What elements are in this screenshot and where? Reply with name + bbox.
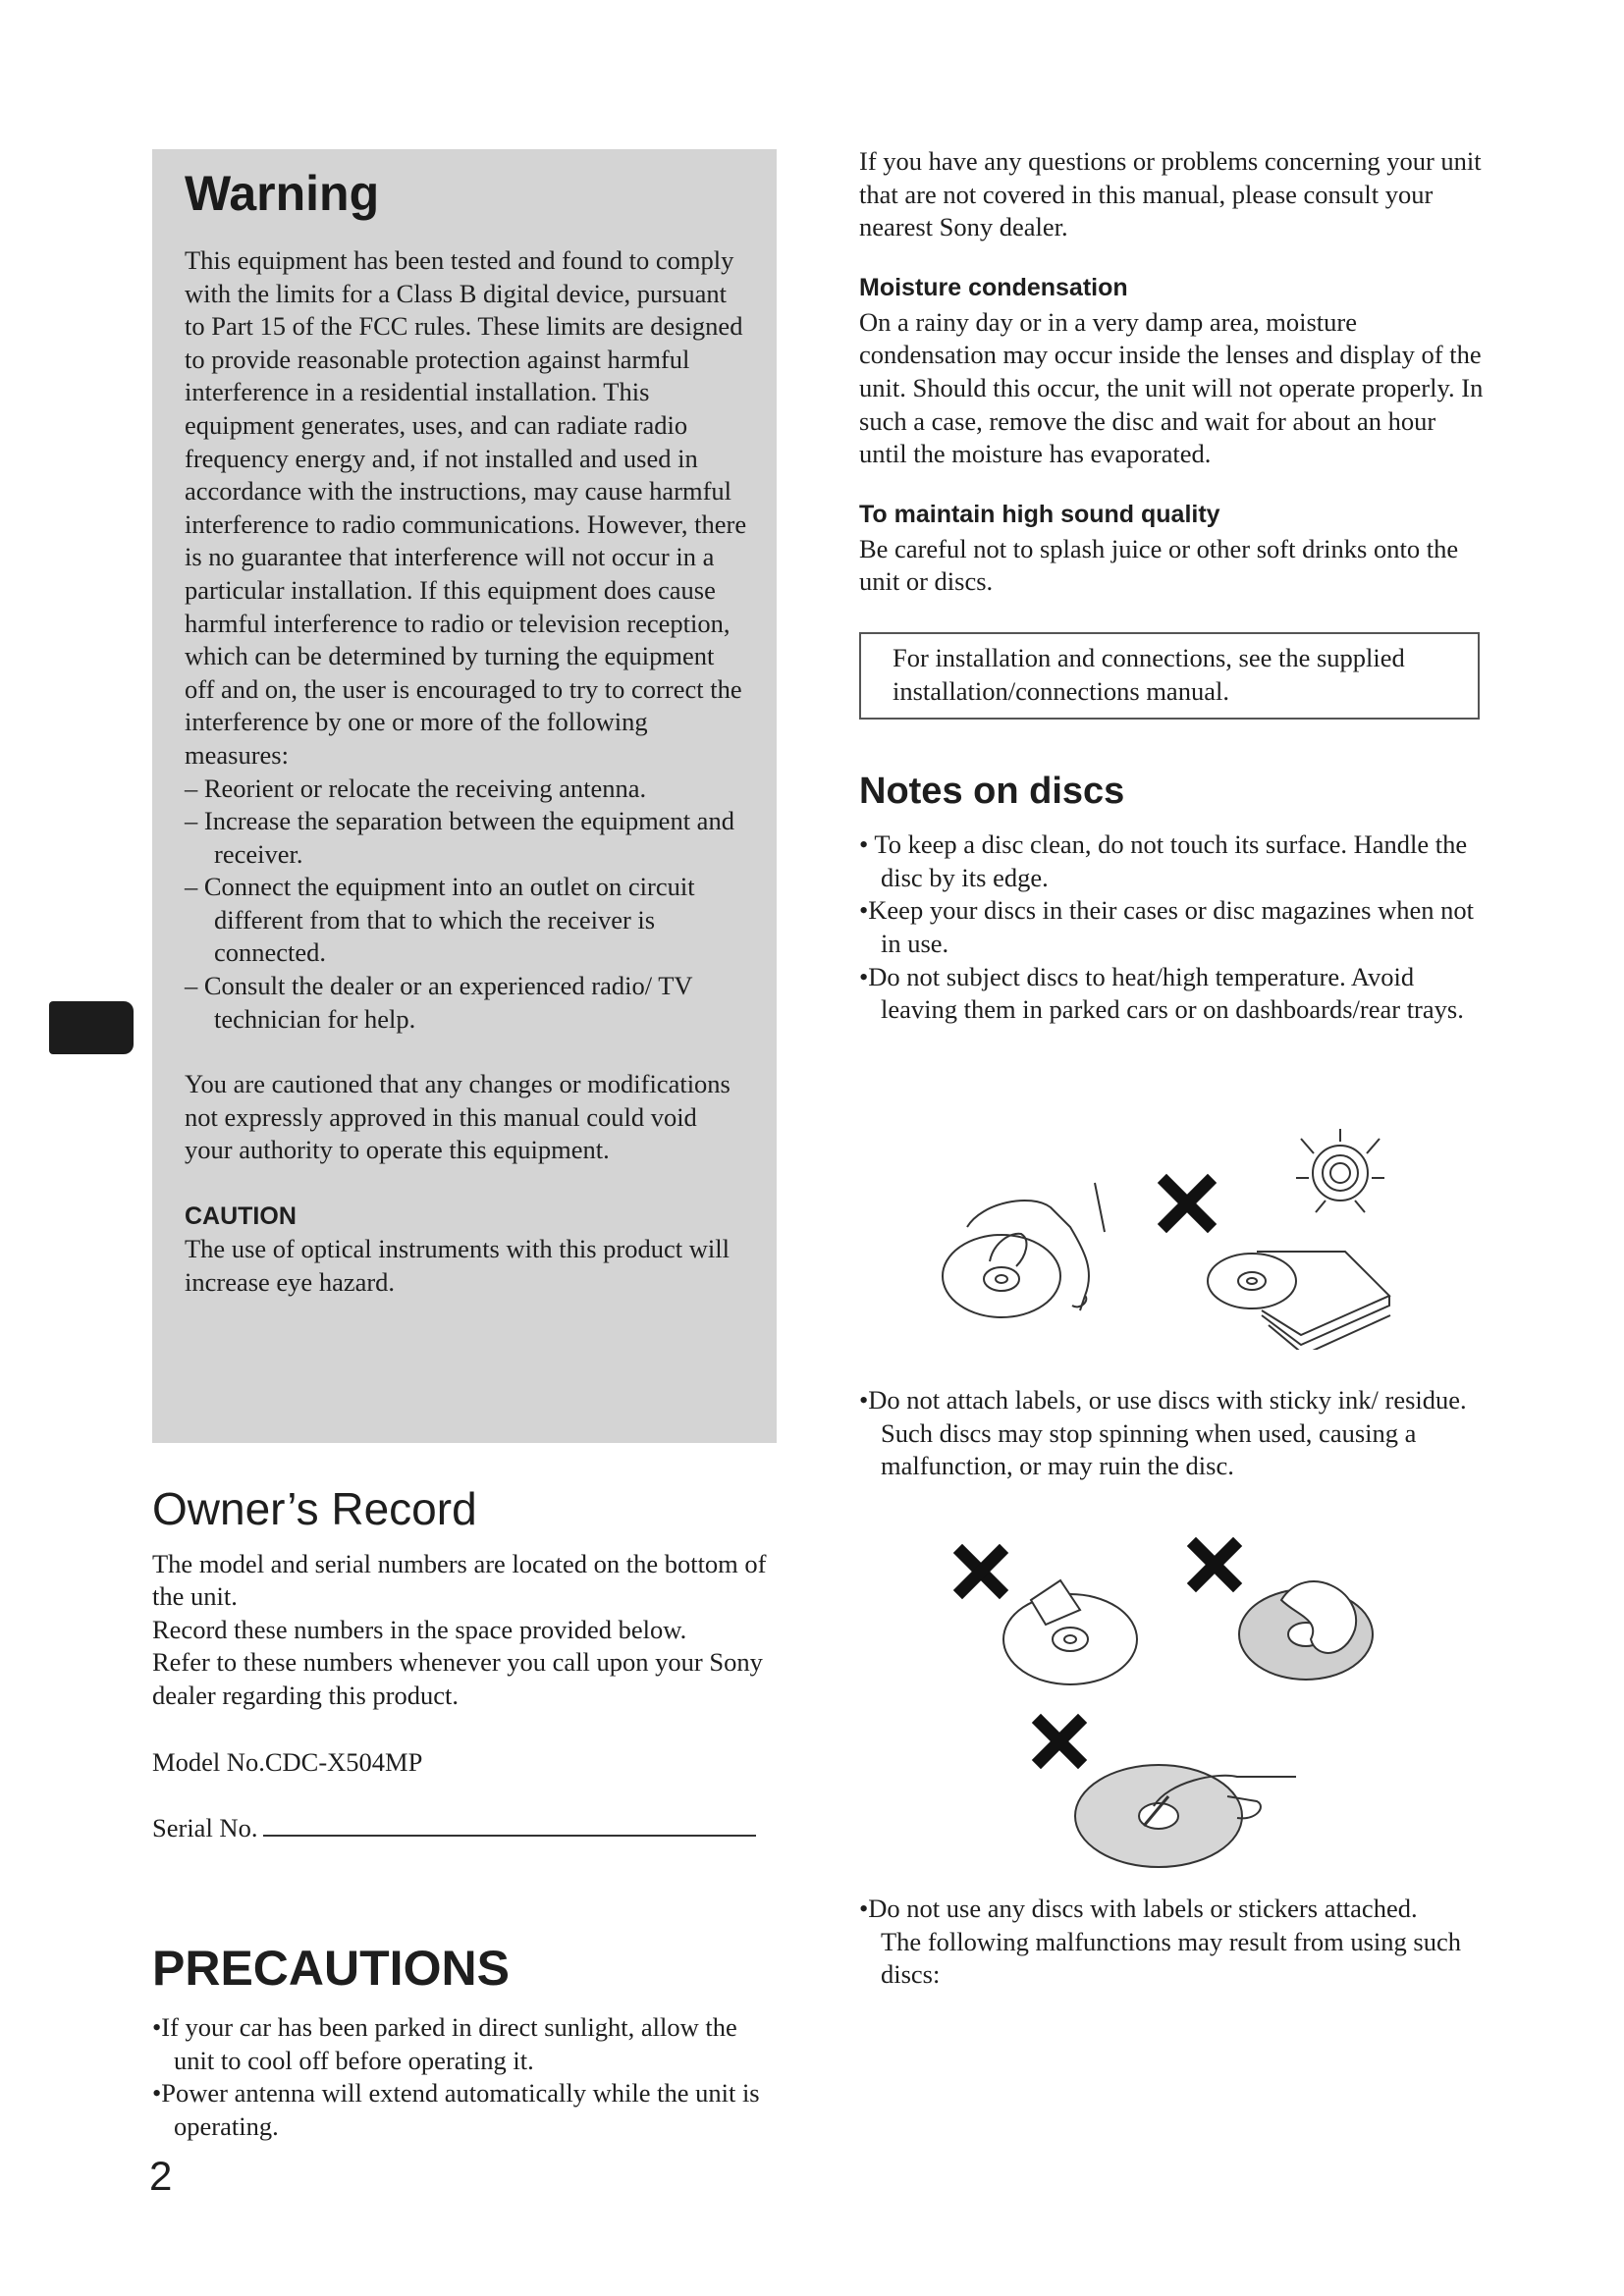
list-item: •Do not attach labels, or use discs with sticky ink/ residue. Such discs may stop spinning when used, causing a malfunction, or may ruin the disc. [859, 1385, 1467, 1481]
caution-text: The use of optical instruments with this product will increase eye hazard. [185, 1234, 730, 1297]
warning-title: Warning [185, 166, 380, 221]
model-number: Model No.CDC-X504MP [152, 1746, 423, 1777]
serial-number-row [152, 1812, 781, 1845]
owners-record-line: Record these numbers in the space provided below. [152, 1614, 687, 1644]
interference-measures-list [185, 773, 747, 1037]
disc-notes-list [859, 1893, 1488, 1926]
hand-icon [967, 1201, 1089, 1310]
labeled-discs-illustration [933, 1531, 1394, 1885]
warning-paragraph: This equipment has been tested and found to comply with the limits for a Class B digital device, pursuant to Part 15 of the FCC rules. These limits are designed to provide reasonable protection against harmful interference in a residential installation. This equipment generates, uses, and can radiate radio frequency energy and, if not installed and used in accordance with the instructions, may cause harmful interference to radio communications. However, there is no guarantee that interference will not occur in a particular installation. If this equipment does cause harmful interference to radio or television reception, which can be determined by turning the equipment off and on, the user is encouraged to try to correct the interference by one or more of the following measures: [185, 245, 747, 770]
list-item: •Do not subject discs to heat/high temperature. Avoid leaving them in parked cars or on dashboards/rear trays. [859, 961, 1464, 1025]
label-sticker-icon [1031, 1580, 1080, 1625]
list-item: •Do not use any discs with labels or stickers attached. [859, 1894, 1418, 1923]
labels-stickers-note [859, 1893, 1488, 1992]
owners-record-title: Owner’s Record [152, 1483, 477, 1534]
malfunction-intro: The following malfunctions may result from using such discs: [881, 1926, 1461, 1990]
serial-label: Serial No. [152, 1813, 258, 1843]
owners-record-section [152, 1484, 781, 1845]
list-item: •Power antenna will extend automatically while the unit is operating. [152, 2078, 760, 2141]
owners-record-line: Refer to these numbers whenever you call upon your Sony dealer regarding this product. [152, 1647, 763, 1710]
list-item: •Keep your discs in their cases or disc magazines when not in use. [859, 895, 1474, 958]
intro-text: If you have any questions or problems concerning your unit that are not covered in this manual, please consult your nearest Sony dealer. [859, 146, 1482, 242]
moisture-heading: Moisture condensation [859, 273, 1128, 301]
disc-icon [1208, 1254, 1296, 1308]
disc-notes-list [859, 828, 1488, 1027]
cross-icon [1196, 1546, 1233, 1583]
caution-heading: CAUTION [185, 1202, 297, 1231]
section-tab-marker [49, 1001, 134, 1054]
sound-quality-heading: To maintain high sound quality [859, 500, 1220, 528]
list-item: – Connect the equipment into an outlet on circuit different from that to which the receiver is connected. [185, 872, 695, 968]
cross-icon [1041, 1723, 1078, 1760]
owners-record-line: The model and serial numbers are located on the bottom of the unit. [152, 1548, 767, 1612]
list-item: – Reorient or relocate the receiving antenna. [185, 773, 647, 803]
list-item: • To keep a disc clean, do not touch its surface. Handle the disc by its edge. [859, 829, 1468, 892]
notes-on-discs-title: Notes on discs [859, 771, 1125, 813]
list-item: – Increase the separation between the equipment and receiver. [185, 806, 734, 869]
disc-handling-illustration [923, 1124, 1434, 1350]
installation-note-box [859, 632, 1480, 720]
sound-quality-text: Be careful not to splash juice or other soft drinks onto the unit or discs. [859, 533, 1459, 597]
list-item: •If your car has been parked in direct sunlight, allow the unit to cool off before operating it. [152, 2012, 737, 2075]
list-item: – Consult the dealer or an experienced radio/ TV technician for help. [185, 971, 693, 1034]
disc-case-icon [1257, 1252, 1389, 1335]
right-column [859, 145, 1488, 1027]
moisture-text: On a rainy day or in a very damp area, moisture condensation may occur inside the lenses and display of the unit. Should this occur, the unit will not operate properly. In such a case, remove the disc and wait for about an hour until the moisture has evaporated. [859, 306, 1484, 469]
precautions-list [152, 2011, 781, 2143]
installation-note: For installation and connections, see the supplied installation/connections manual. [893, 642, 1405, 706]
warning-box [152, 149, 777, 1443]
heat-sun-icon [1313, 1146, 1368, 1201]
cross-icon [1166, 1183, 1208, 1224]
disc-notes-list [859, 1384, 1488, 1483]
precautions-section [152, 1942, 781, 2143]
sticky-label-note [859, 1384, 1488, 1483]
serial-number-blank [263, 1813, 756, 1837]
modification-warning: You are cautioned that any changes or modifications not expressly approved in this manual could void your authority to operate this equipment. [185, 1069, 731, 1165]
page-number: 2 [149, 2153, 173, 2199]
precautions-title: PRECAUTIONS [152, 1941, 510, 1996]
cross-icon [962, 1553, 1000, 1590]
